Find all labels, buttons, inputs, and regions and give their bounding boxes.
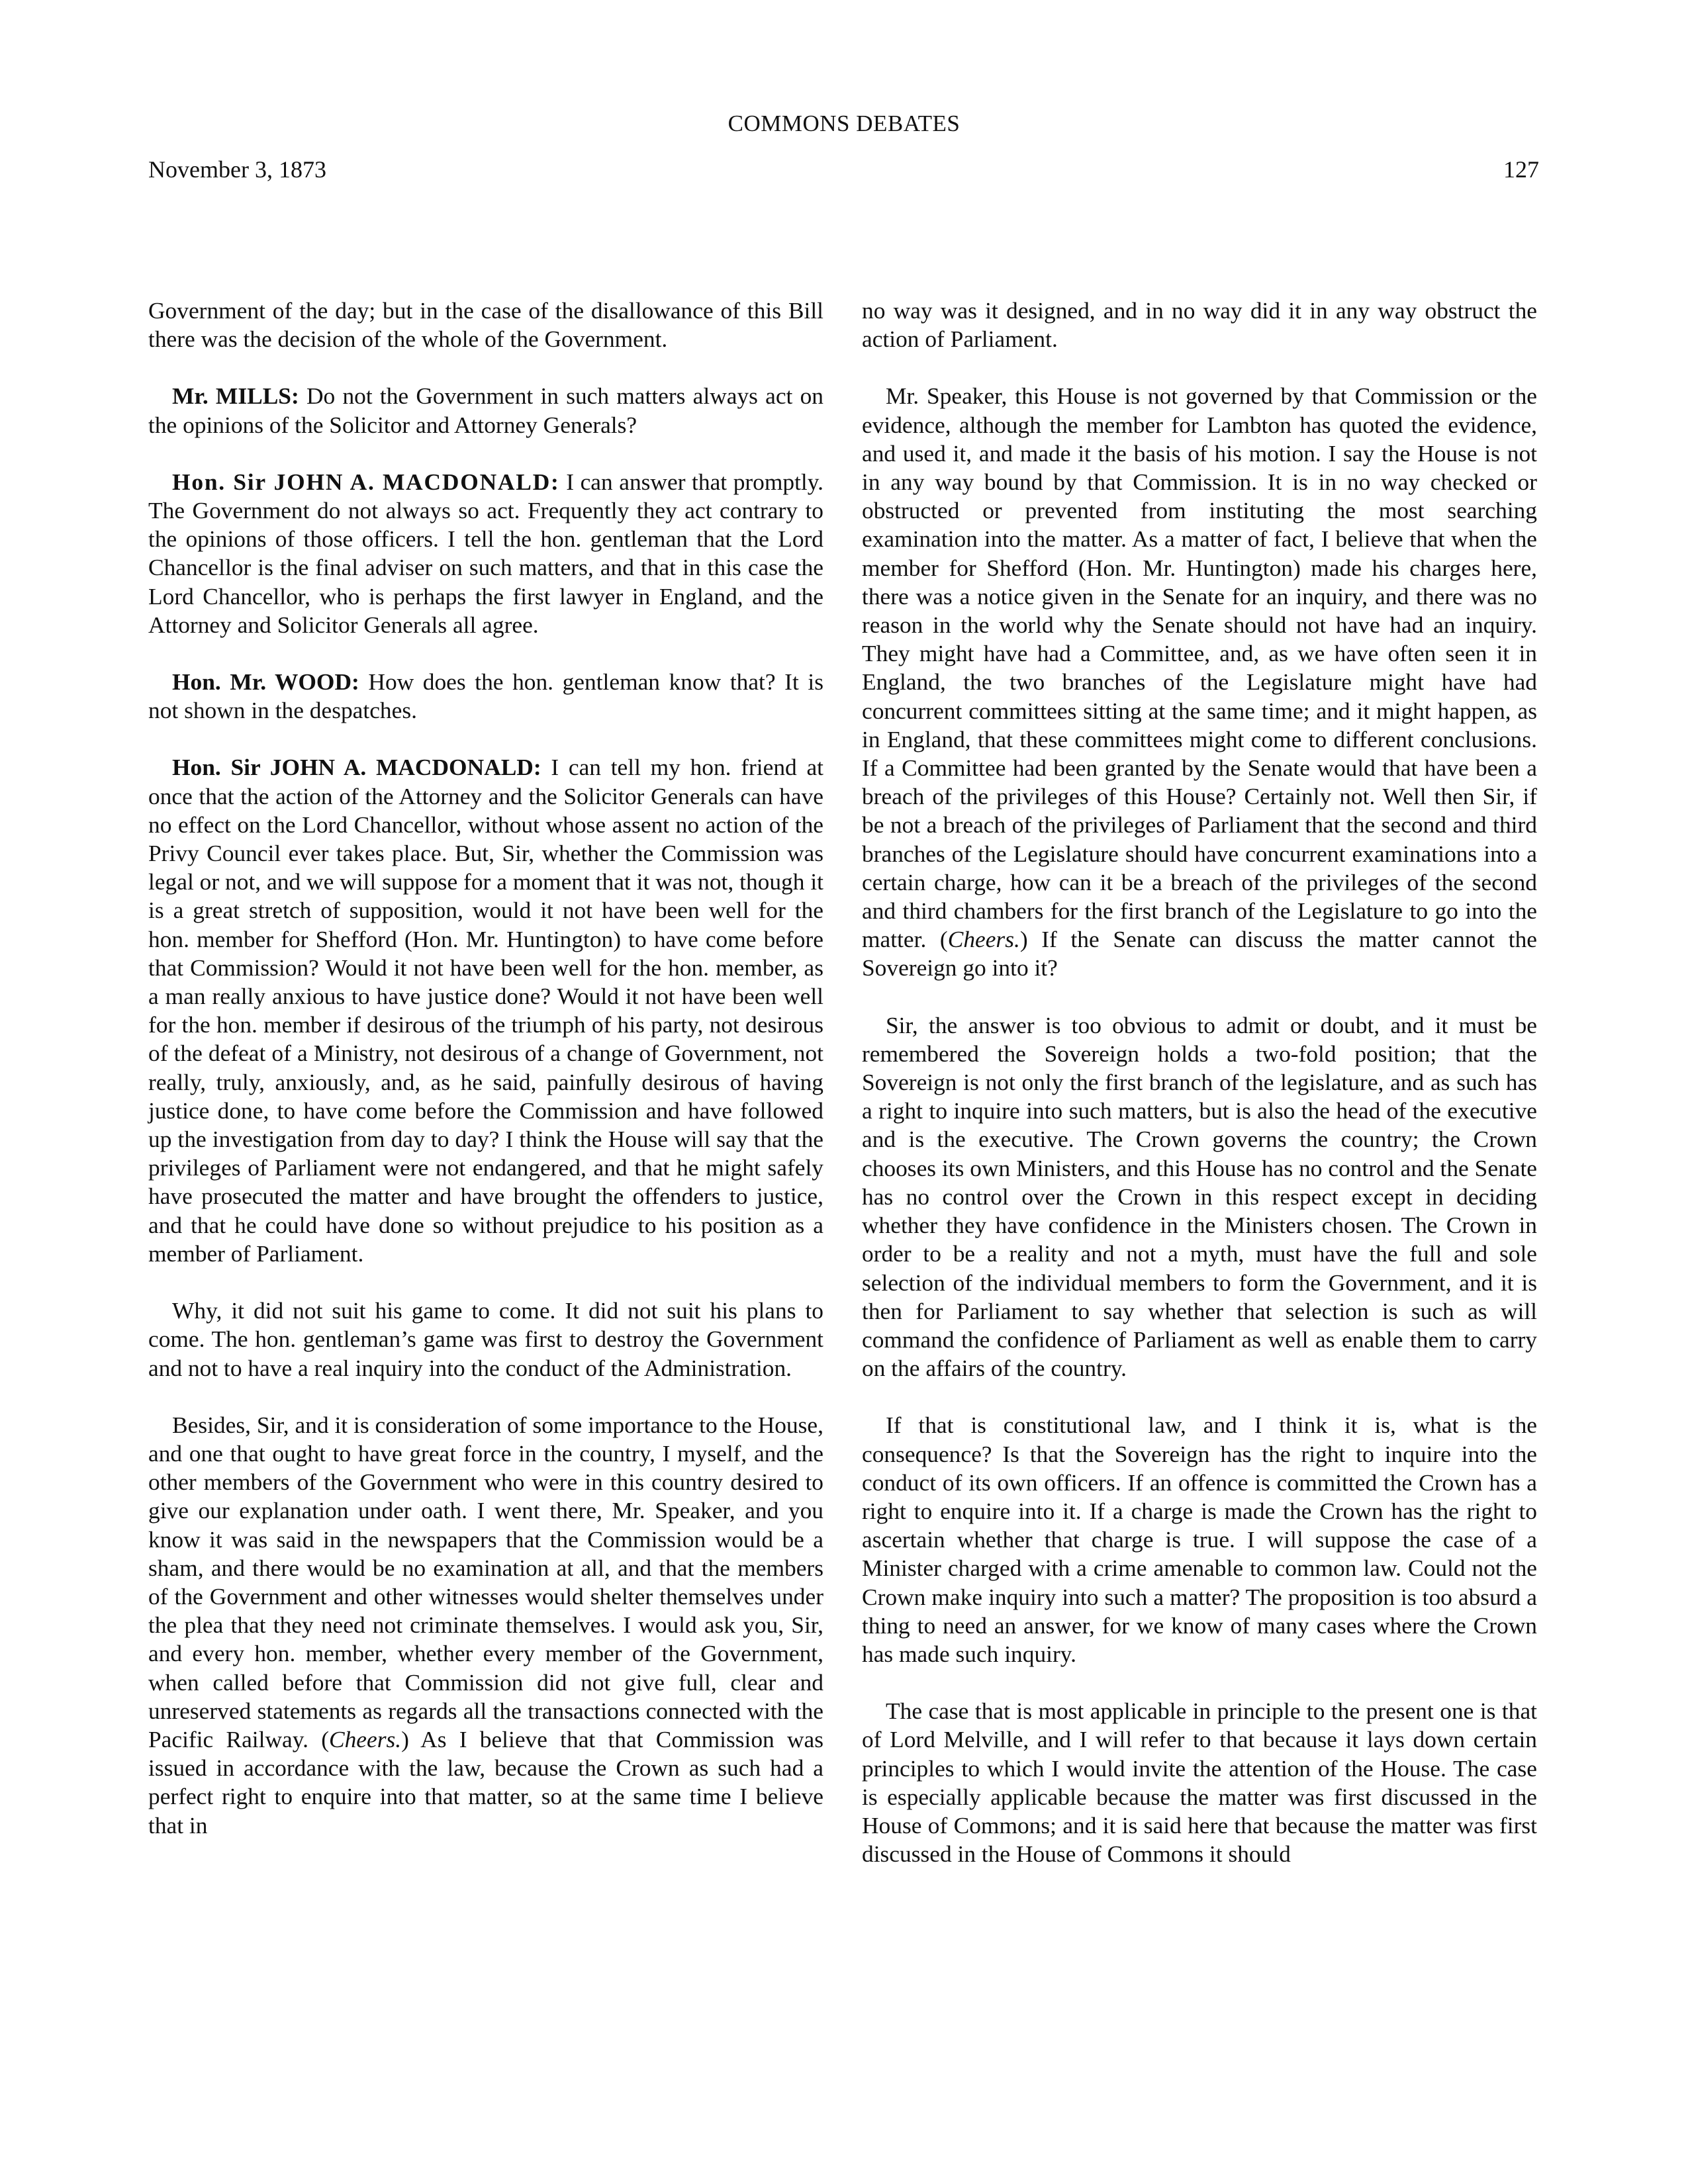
paragraph: Government of the day; but in the case of the disallowance of this Bill there was the decision of the whole of the Government. bbox=[148, 297, 823, 353]
speech-text: I can tell my hon. friend at once that the action of the Attorney and the Solicitor Generals can have no effect on the Lord Chancellor, without whose assent no action of the Privy Council ever takes place. But, Sir, whether the Commission was legal or not, and we will suppose for a moment that it was not, though it is a great stretch of supposition, would it not have been well for the hon. member for Shefford (Hon. Mr. Huntington) to have come before that Commission? Would it not have been well for the hon. member, as a man really anxious to have justice done? Would it not have been well for the hon. member if desirous of the triumph of his party, not desirous of the defeat of a Ministry, not desirous of a change of Government, not really, truly, anxiously, and, as he said, painfully desirous of having justice done, to have come before the Commission and have followed up the investigation from day to day? I think the House will say that the privileges of Parliament were not endangered, and that he might safely have prosecuted the matter and have brought the offenders to justice, and that he could have done so without prejudice to his position as a member of Parliament. bbox=[148, 754, 823, 1267]
speaker-name: Hon. Sir JOHN A. MACDONALD: bbox=[172, 468, 560, 495]
speech-paragraph bbox=[148, 382, 823, 439]
speech-paragraph bbox=[148, 668, 823, 725]
paragraph bbox=[862, 382, 1537, 982]
speaker-name: Hon. Sir JOHN A. MACDONALD: bbox=[172, 754, 541, 781]
paragraph: no way was it designed, and in no way did it in any way obstruct the action of Parliament. bbox=[862, 297, 1537, 353]
page-number: 127 bbox=[1503, 156, 1539, 183]
paragraph bbox=[148, 1411, 823, 1840]
cheers-annotation: Cheers. bbox=[329, 1725, 402, 1752]
paragraph: The case that is most applicable in principle to the present one is that of Lord Melville, and I will refer to that because it lays down certain principles to which I would invite the attention of the House. The case is especially applicable because the matter was first discussed in the House of Commons; and it is said here that because the matter was first discussed in the House of Commons it should bbox=[862, 1698, 1537, 1868]
speech-text: Do not the Government in such matters always act on the opinions of the Solicitor and Attorney Generals? bbox=[148, 383, 823, 438]
paragraph-text: ) If the Senate can discuss the matter cannot the Sovereign go into it? bbox=[862, 926, 1537, 981]
paragraph: Why, it did not suit his game to come. It did not suit his plans to come. The hon. gentleman’s game was first to destroy the Government and not to have a real inquiry into the conduct of the Administration. bbox=[148, 1297, 823, 1381]
right-column bbox=[862, 296, 1537, 1897]
paragraph-text: Mr. Speaker, this House is not governed by that Commission or the evidence, although the member for Lambton has quoted the evidence, and used it, and made it the basis of his motion. I say the House is not in any way bound by that Commission. It is in no way checked or obstructed or prevented from instituting the most searching examination into the matter. As a matter of fact, I believe that when the member for Shefford (Hon. Mr. Huntington) made his charges here, there was a notice given in the Senate for an inquiry, and there was no reason in the world why the Senate should not have had an inquiry. They might have had a Committee, and, as we have often seen it in England, the two branches of the Legislature might have had concurrent committees sitting at the same time; and it might happen, as in England, that these committees might come to different conclusions. If a Committee had been granted by the Senate would that have been a breach of the privileges of this House? Certainly not. Well then Sir, if be not a breach of the privileges of Parliament that the second and third branches of the Legislature should have concurrent examinations into a certain charge, how can it be a breach of the privileges of the second and third chambers for the first branch of the Legislature to go into the matter. ( bbox=[862, 383, 1537, 953]
cheers-annotation: Cheers. bbox=[947, 926, 1020, 953]
paragraph: If that is constitutional law, and I think it is, what is the consequence? Is that the Sovereign has the right to inquire into the conduct of its own officers. If an offence is committed the Crown has a right to enquire into it. If a charge is made the Crown has the right to ascertain whether that charge is true. I will suppose the case of a Minister charged with a crime amenable to common law. Could not the Crown make inquiry into such a matter? The proposition is too absurd a thing to need an answer, for we know of many cases where the Crown has made such inquiry. bbox=[862, 1412, 1537, 1667]
paragraph: Sir, the answer is too obvious to admit or doubt, and it must be remembered the Sovereign holds a two-fold position; that the Sovereign is not only the first branch of the legislature, and as such has a right to inquire into such matters, but is also the head of the executive and is the executive. The Crown governs the country; the Crown chooses its own Ministers, and this House has no control and the Senate has no control over the Crown in this respect except in deciding whether they have confidence in the Ministers chosen. The Crown in order to be a reality and not a myth, must have the full and sole selection of the individual members to form the Government, and it is then for Parliament to say whether that selection is such as will command the confidence of Parliament as well as enable them to carry on the affairs of the country. bbox=[862, 1011, 1537, 1382]
page-date: November 3, 1873 bbox=[148, 156, 326, 183]
left-column bbox=[148, 296, 823, 1868]
speech-paragraph bbox=[148, 468, 823, 639]
speech-text: How does the hon. gentleman know that? It is not shown in the despatches. bbox=[148, 668, 823, 724]
running-title: COMMONS DEBATES bbox=[727, 111, 961, 136]
paragraph-text: ) As I believe that that Commission was issued in accordance with the law, because the Crown as such had a perfect right to enquire into that matter, so at the same time I believe that in bbox=[148, 1725, 823, 1839]
speaker-name: Hon. Mr. WOOD: bbox=[172, 668, 359, 696]
paragraph-text: Besides, Sir, and it is consideration of some importance to the House, and one that ought to have great force in the country, I myself, and the other members of the Government who were in this country desired to give our explanation under oath. I went there, Mr. Speaker, and you know it was said in the newspapers that the Commission would be a sham, and there would be no examination at all, and that the members of the Government and other witnesses would shelter themselves under the plea that they need not criminate themselves. I would ask you, Sir, and every hon. member, whether every member of the Government, when called before that Commission did not give full, clear and unreserved statements as regards all the transactions connected with the Pacific Railway. ( bbox=[148, 1411, 823, 1752]
speech-text: I can answer that promptly. The Government do not always so act. Frequently they act contrary to the opinions of those officers. I tell the hon. gentleman that the Lord Chancellor is the final adviser on such matters, and that in this case the Lord Chancellor, who is perhaps the first lawyer in England, and the Attorney and Solicitor Generals all agree. bbox=[148, 468, 823, 638]
speech-paragraph bbox=[148, 753, 823, 1268]
speaker-name: Mr. MILLS: bbox=[172, 383, 299, 410]
